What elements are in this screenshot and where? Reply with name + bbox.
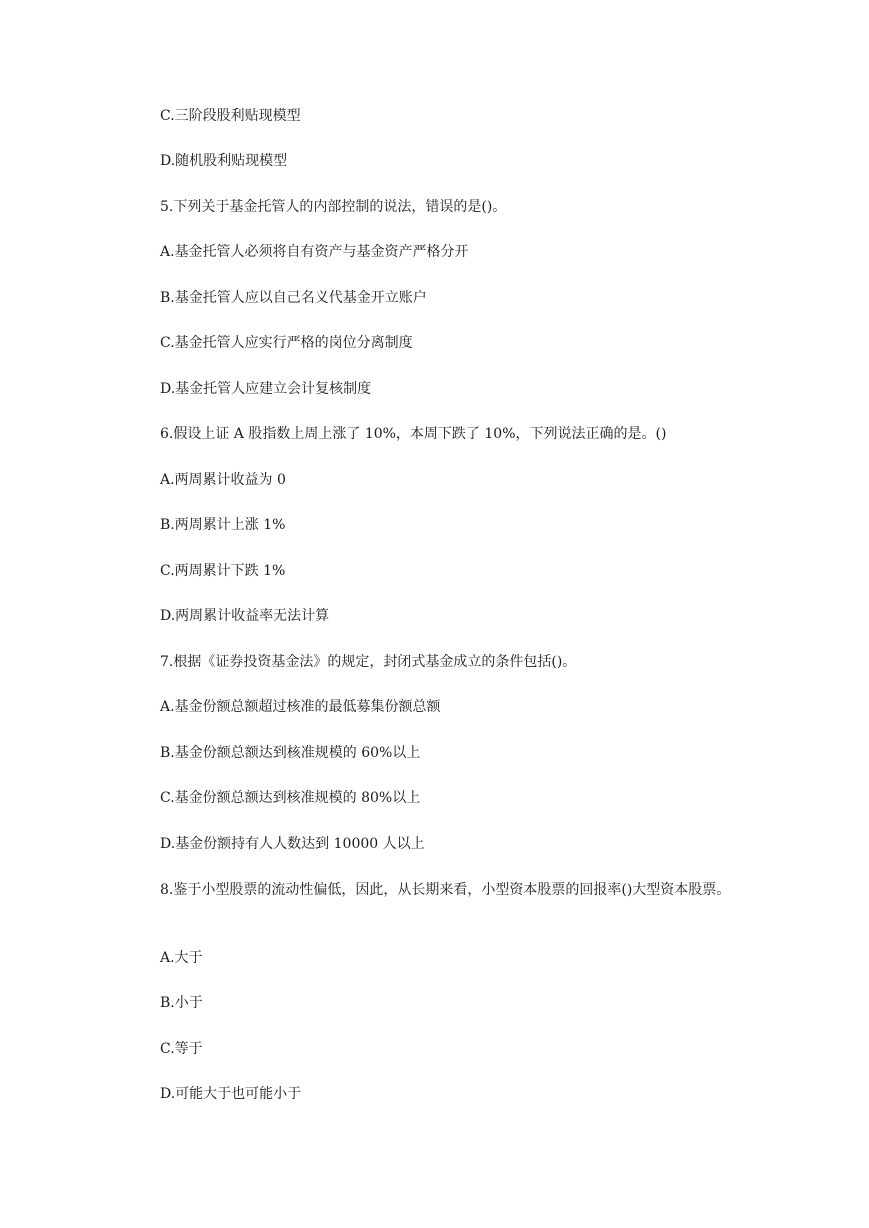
option-d-q6: D.两周累计收益率无法计算 — [160, 608, 330, 624]
question-5: 5.下列关于基金托管人的内部控制的说法，错误的是()。 — [160, 199, 507, 215]
option-d-q5: D.基金托管人应建立会计复核制度 — [160, 381, 372, 397]
option-c-q4: C.三阶段股利贴现模型 — [160, 108, 301, 124]
option-c-q8: C.等于 — [160, 1041, 203, 1057]
option-b-q7: B.基金份额总额达到核准规模的 60%以上 — [160, 745, 421, 761]
option-a-q8: A.大于 — [160, 950, 203, 966]
option-b-q6: B.两周累计上涨 1% — [160, 517, 286, 533]
option-a-q6: A.两周累计收益为 0 — [160, 472, 286, 488]
question-6: 6.假设上证 A 股指数上周上涨了 10%，本周下跌了 10%，下列说法正确的是。() — [160, 426, 667, 442]
option-b-q8: B.小于 — [160, 995, 203, 1011]
option-b-q5: B.基金托管人应以自己名义代基金开立账户 — [160, 290, 427, 306]
option-d-q4: D.随机股利贴现模型 — [160, 153, 288, 169]
option-a-q5: A.基金托管人必须将自有资产与基金资产严格分开 — [160, 244, 469, 260]
option-c-q7: C.基金份额总额达到核准规模的 80%以上 — [160, 790, 421, 806]
option-d-q7: D.基金份额持有人人数达到 10000 人以上 — [160, 836, 425, 852]
option-c-q6: C.两周累计下跌 1% — [160, 563, 286, 579]
option-a-q7: A.基金份额总额超过核准的最低募集份额总额 — [160, 699, 441, 715]
option-d-q8: D.可能大于也可能小于 — [160, 1086, 302, 1102]
option-c-q5: C.基金托管人应实行严格的岗位分离制度 — [160, 335, 413, 351]
question-8: 8.鉴于小型股票的流动性偏低，因此，从长期来看，小型资本股票的回报率()大型资本股票。 — [160, 882, 731, 898]
question-7: 7.根据《证券投资基金法》的规定，封闭式基金成立的条件包括()。 — [160, 654, 577, 670]
